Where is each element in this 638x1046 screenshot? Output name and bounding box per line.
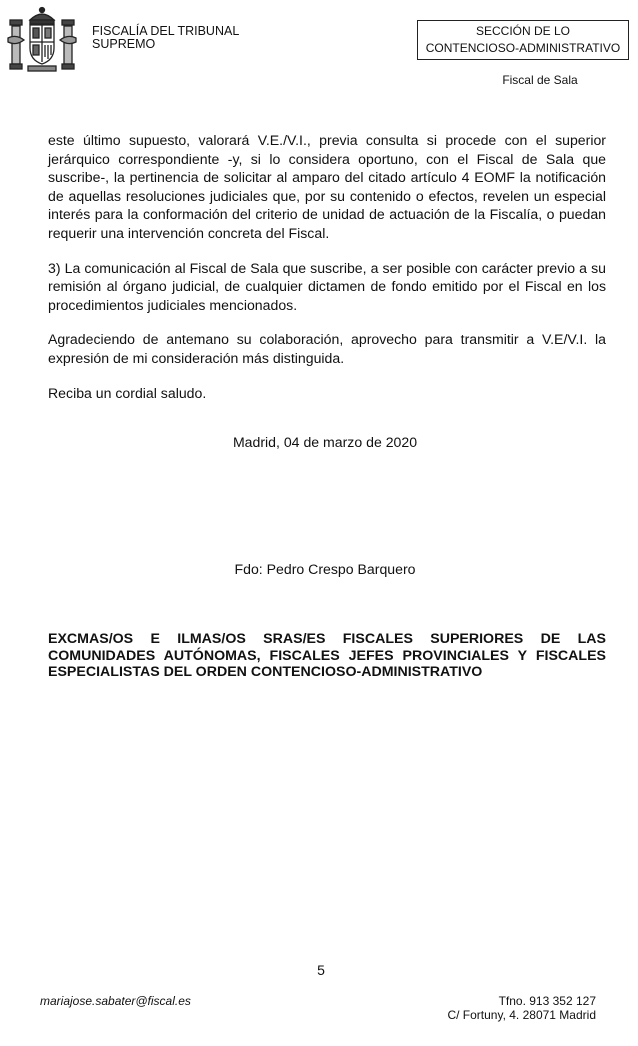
signature-line: Fdo: Pedro Crespo Barquero: [234, 561, 416, 577]
date-line: Madrid, 04 de marzo de 2020: [232, 434, 418, 450]
footer-email: mariajose.sabater@fiscal.es: [40, 994, 191, 1008]
body-paragraph: Agradeciendo de antemano su colaboración, aprovecho para transmitir a V.E/V.I. la expresión de mi consideración más distinguida.: [48, 331, 606, 366]
addressee-block: EXCMAS/OS E ILMAS/OS SRAS/ES FISCALES SUPERIORES DE LAS COMUNIDADES AUTÓNOMAS, FISCALES JEFES PROVINCIALES Y FISCALES ESPECIALISTAS DEL ORDEN CONTENCIOSO-ADMINISTRATIVO: [48, 631, 606, 680]
section-box: SECCIÓN DE LO CONTENCIOSO-ADMINISTRATIVO: [417, 20, 629, 60]
letter-body: [48, 131, 606, 418]
header-subtitle: Fiscal de Sala: [502, 73, 578, 87]
body-paragraph: este último supuesto, valorará V.E./V.I., previa consulta si procede con el superior jerárquico correspondiente -y, si lo considera oportuno, con el Fiscal de Sala que suscribe-, la pertinencia de solicitar al amparo del citado artículo 4 EOMF la notificación de aquellas resoluciones judiciales que, por su contenido o efectos, revelen un especial interés para la conformación del criterio de unidad de actuación de la Fiscalía, o puedan requerir una intervención concreta del Fiscal.: [48, 132, 606, 241]
body-paragraph: Reciba un cordial saludo.: [48, 384, 207, 401]
footer-address: C/ Fortuny, 4. 28071 Madrid: [447, 1008, 596, 1022]
body-paragraph: 3) La comunicación al Fiscal de Sala que suscribe, a ser posible con carácter previo a su remisión al órgano judicial, de cualquier dictamen de fondo emitido por el Fiscal en los procedimientos judiciales mencionados.: [48, 259, 606, 313]
footer-phone: Tfno. 913 352 127: [498, 994, 596, 1008]
coat-of-arms-logo: [6, 4, 78, 76]
organization-name: FISCALÍA DEL TRIBUNAL SUPREMO: [92, 24, 240, 51]
page-number: 5: [317, 962, 325, 978]
footer-contact: [376, 994, 596, 1022]
